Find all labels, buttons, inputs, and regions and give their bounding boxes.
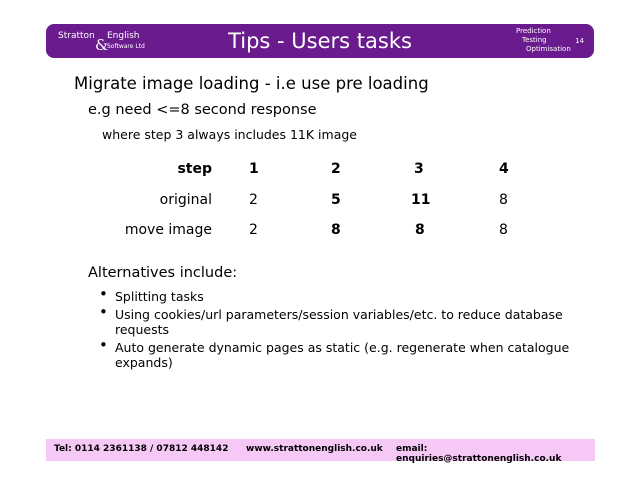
side-tag-optimisation: Optimisation — [526, 45, 571, 53]
side-tag-prediction: Prediction — [516, 27, 551, 35]
footer-website: www.strattonenglish.co.uk — [246, 444, 383, 454]
table-header-cell: 3 — [414, 161, 424, 177]
footer-email: email: enquiries@strattonenglish.co.uk — [396, 444, 562, 464]
main-point: Migrate image loading - i.e use pre loading — [74, 74, 429, 93]
table-cell: 8 — [499, 192, 508, 208]
slide-title: Tips - Users tasks — [228, 29, 412, 53]
table-cell: 5 — [331, 192, 341, 208]
side-tag-testing: Testing — [522, 36, 547, 44]
list-item: • Splitting tasks — [98, 289, 578, 304]
table-cell: 8 — [499, 222, 508, 238]
table-header-label: step — [177, 161, 212, 177]
table-row-label: original — [159, 192, 212, 208]
table-cell: 11 — [411, 192, 431, 208]
slide-footer — [46, 439, 595, 464]
sub-point: e.g need <=8 second response — [88, 102, 317, 118]
footer-telephone: Tel: 0114 2361138 / 07812 448142 — [54, 444, 229, 454]
table-cell: 8 — [331, 222, 341, 238]
table-cell: 2 — [249, 192, 258, 208]
logo-ampersand: & — [95, 36, 109, 54]
alternatives-heading: Alternatives include: — [88, 265, 238, 281]
logo-software: Software Ltd — [107, 43, 145, 50]
table-cell: 8 — [415, 222, 425, 238]
side-tags — [506, 27, 571, 54]
alternatives-list — [98, 289, 578, 373]
table-header-cell: 4 — [499, 161, 509, 177]
table-header-cell: 2 — [331, 161, 341, 177]
table-header-cell: 1 — [249, 161, 259, 177]
logo-english: English — [107, 31, 140, 41]
list-item: • Auto generate dynamic pages as static (e.g. regenerate when catalogue expands) — [98, 340, 578, 370]
page-number: 14 — [575, 37, 584, 45]
list-item: • Using cookies/url parameters/session variables/etc. to reduce database requests — [98, 307, 578, 337]
slide-header — [46, 24, 594, 58]
table-row-label: move image — [124, 222, 212, 238]
logo-stratton: Stratton — [58, 31, 95, 41]
sub-sub-point: where step 3 always includes 11K image — [102, 127, 357, 142]
table-cell: 2 — [249, 222, 258, 238]
